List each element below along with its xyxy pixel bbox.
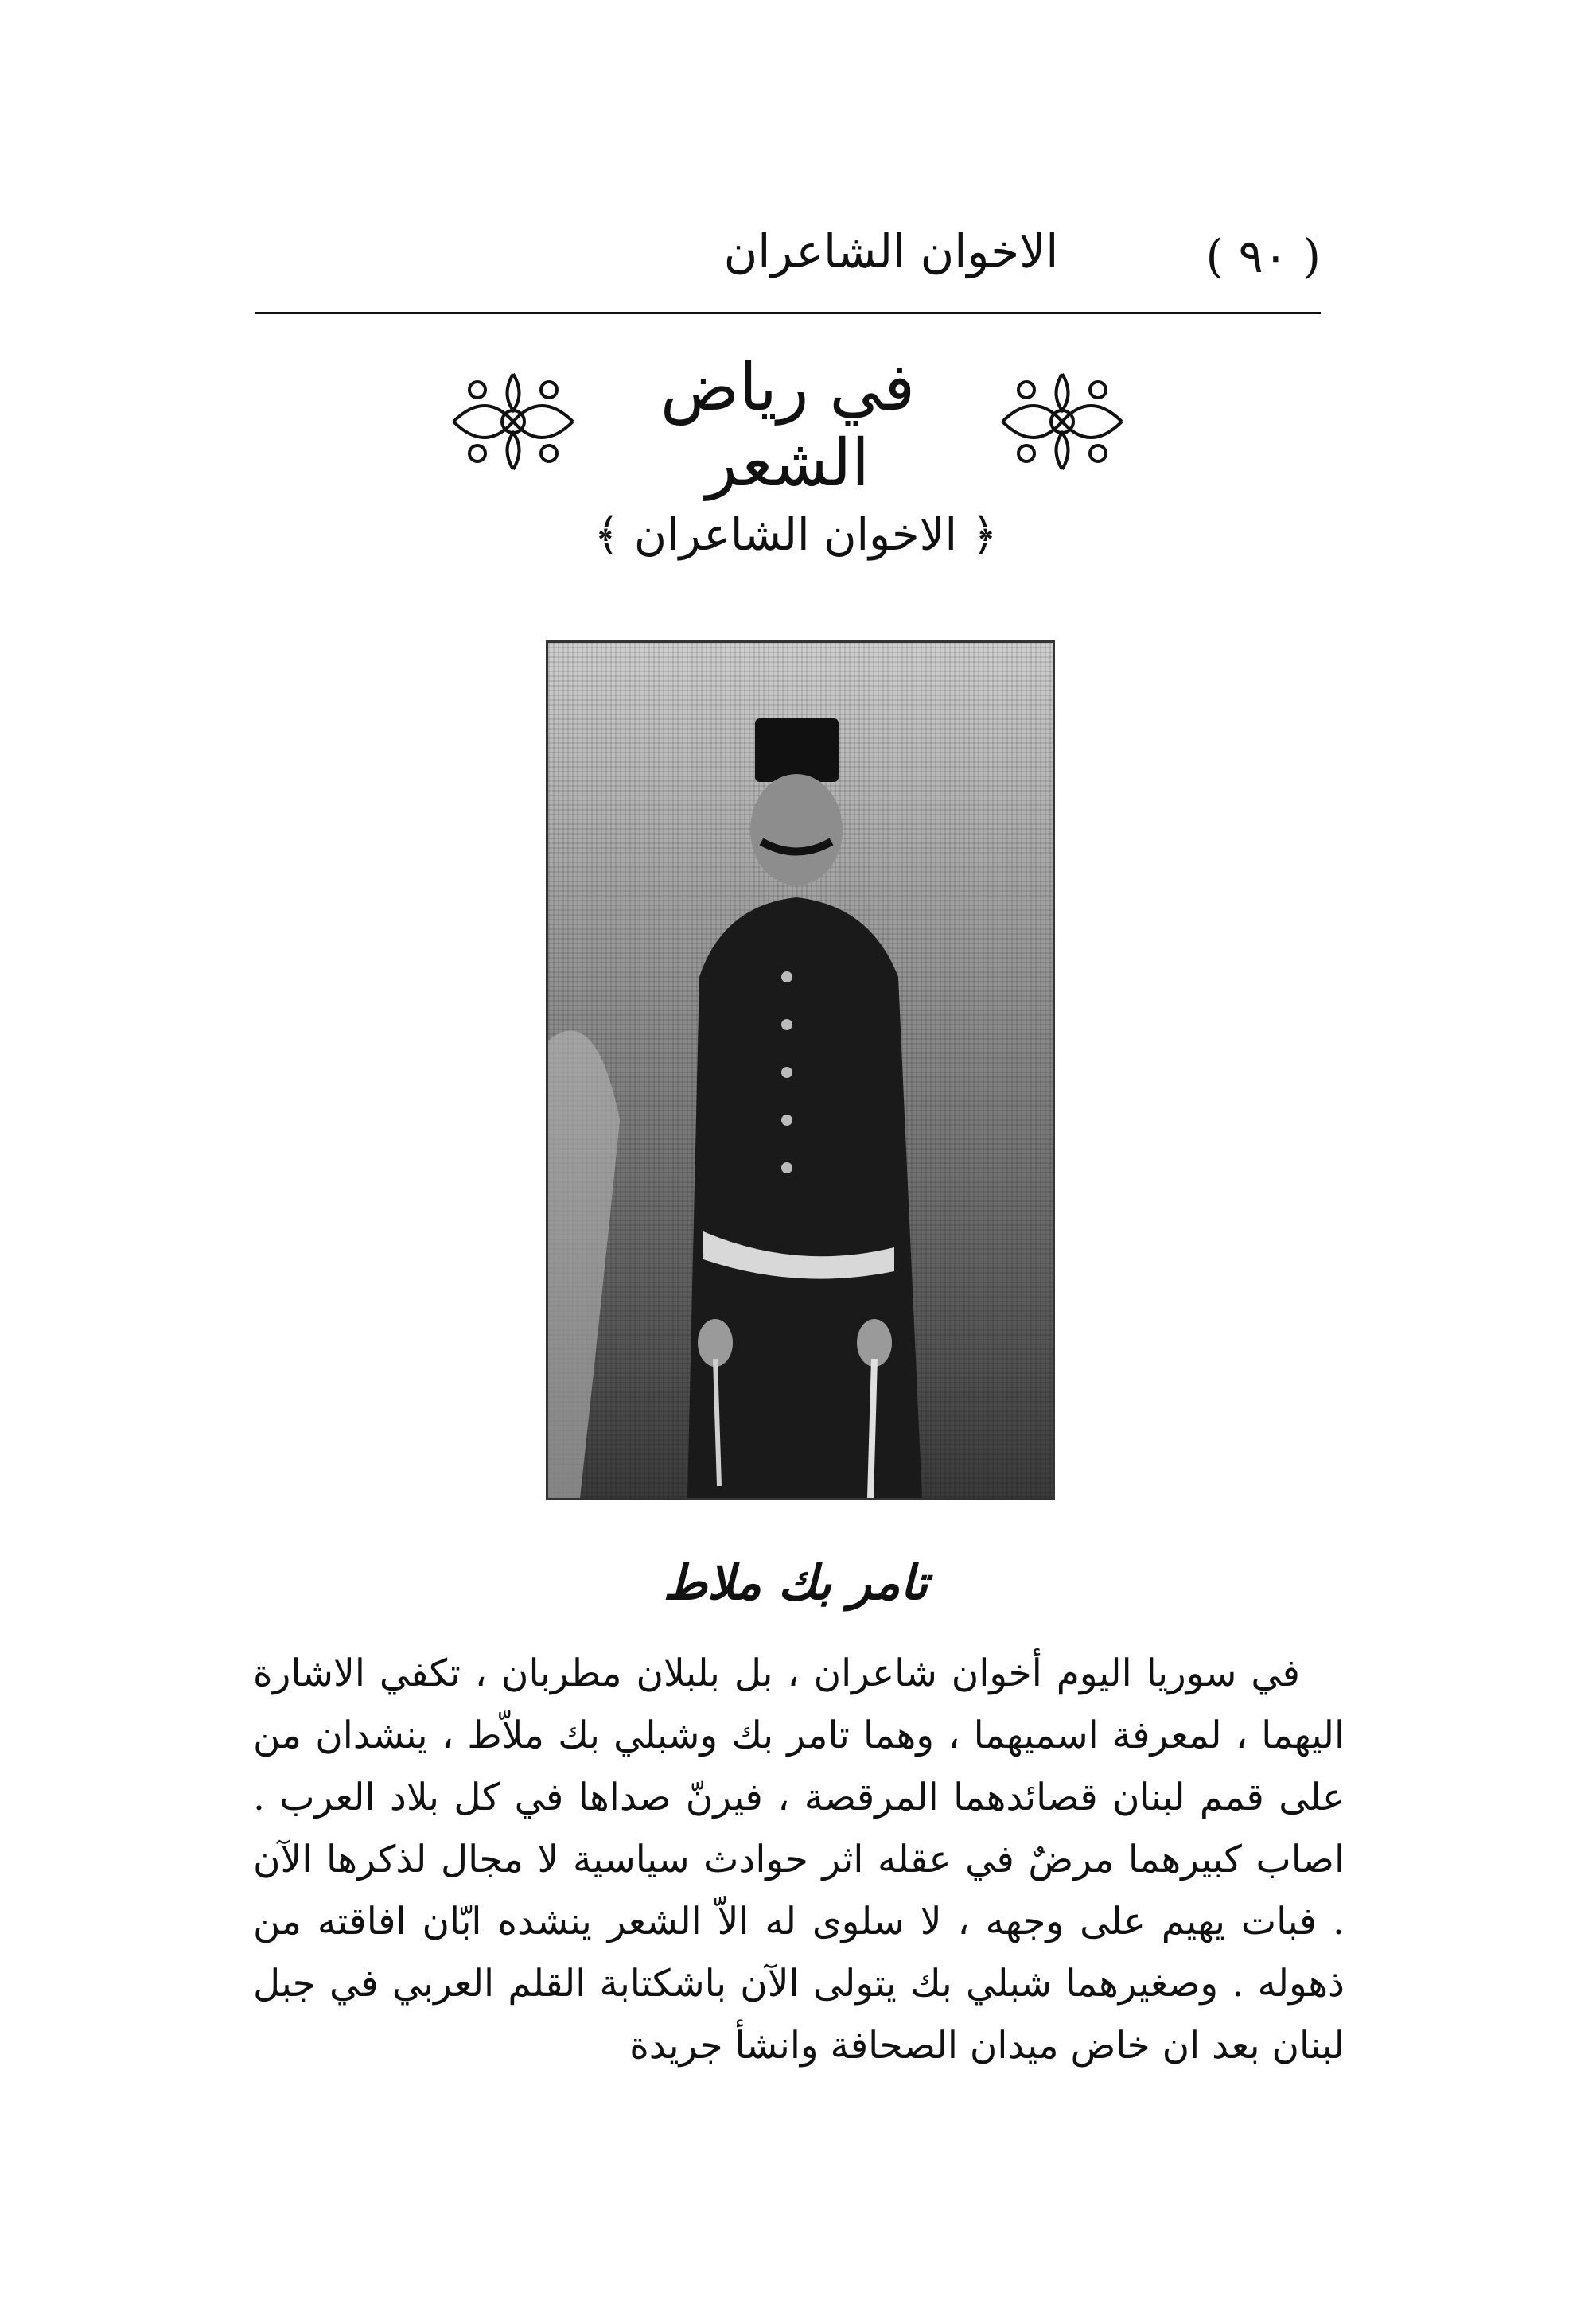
header-rule (255, 312, 1321, 314)
page-number: ( ٩٠ ) (1205, 229, 1321, 283)
body-paragraph: في سوريا اليوم أخوان شاعران ، بل بلبلان مطربان ، تكفي الاشارة اليهما ، لمعرفة اسميهما ، وهما تامر بك وشبلي بك ملاّط ، ينشدان من على قمم لبنان قصائدهما المرقصة ، فيرنّ صداها في كل بلاد العرب . اصاب كبيرهما مرضٌ في عقله اثر حوادث سياسية لا مجال لذكرها الآن . فبات يهيم على وجهه ، لا سلوى له الاّ الشعر ينشده ابّان افاقته من ذهوله . وصغيرهما شبلي بك يتولى الآن باشكتابة القلم العربي في جبل لبنان بعد ان خاض ميدان الصحافة وانشأ جريدة (253, 1652, 1345, 2068)
photo-caption: تامر بك ملاط (663, 1555, 928, 1611)
article-title: ﴿ الاخوان الشاعران ﴾ (594, 509, 998, 561)
section-title: في رياض الشعر (660, 350, 916, 501)
body-text (253, 1643, 1345, 2077)
portrait-figure (548, 643, 1053, 1498)
floral-ornament-icon (446, 358, 581, 485)
portrait-photo (546, 640, 1055, 1500)
floral-ornament-icon (995, 358, 1130, 485)
section-heading (446, 350, 1130, 501)
running-head (255, 215, 1321, 302)
running-title: الاخوان الشاعران (723, 224, 1059, 278)
